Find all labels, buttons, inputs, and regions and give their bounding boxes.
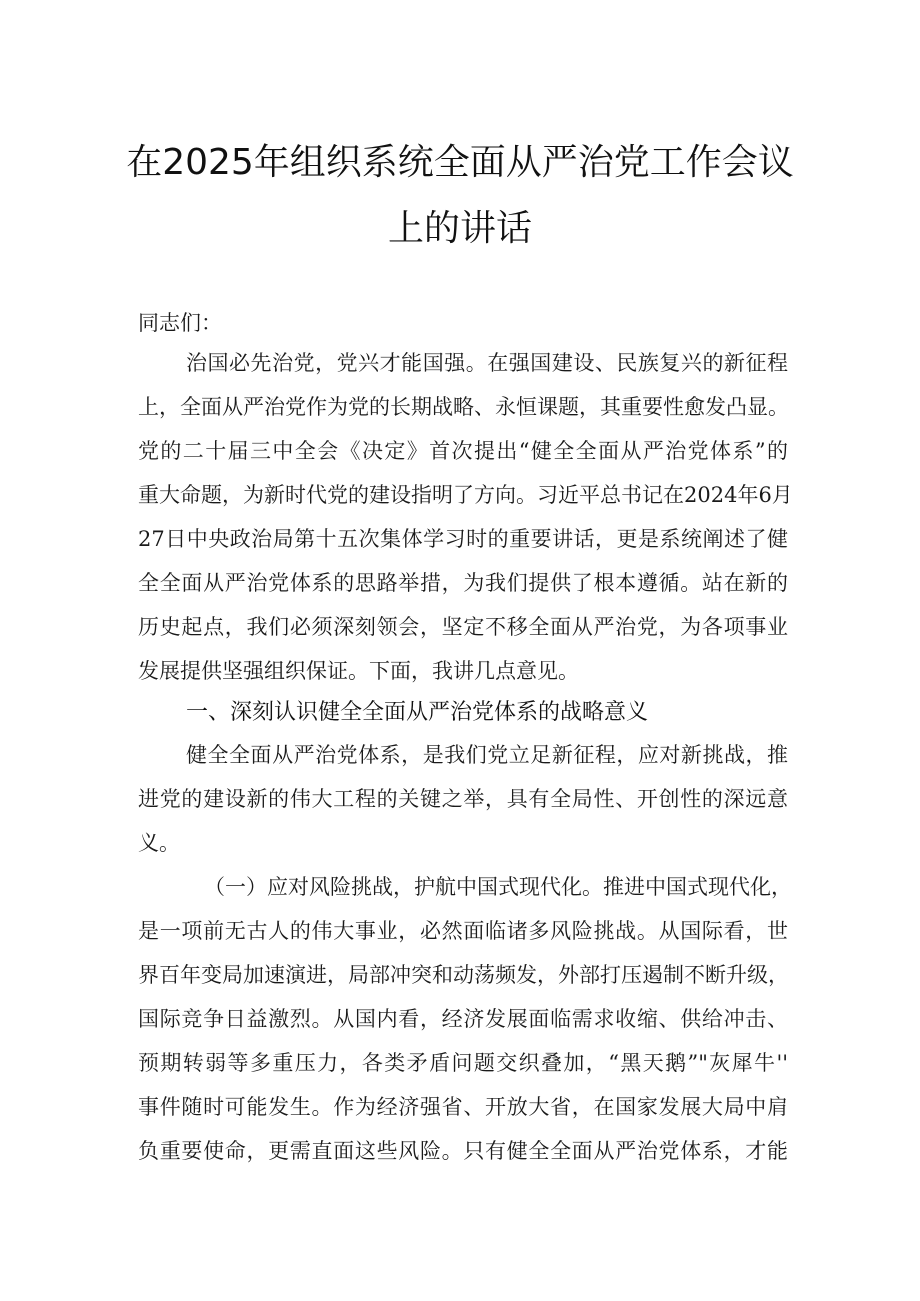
section-heading-1: 一、深刻认识健全全面从严治党体系的战略意义 — [186, 700, 649, 725]
paragraph-1-line: 全全面从严治党体系的思路举措，为我们提供了根本遵循。站在新的 — [138, 571, 788, 595]
salutation: 同志们： — [138, 311, 222, 335]
paragraph-2-line: 健全全面从严治党体系，是我们党立足新征程，应对新挑战，推 — [186, 743, 788, 767]
paragraph-1-line: 重大命题，为新时代党的建设指明了方向。习近平总书记在2024年6月 — [138, 483, 793, 507]
paragraph-3-line: 是一项前无古人的伟大事业，必然面临诸多风险挑战。从国际看，世 — [138, 919, 788, 943]
paragraph-1-line: 党的二十届三中全会《决定》首次提出“健全全面从严治党体系”的 — [138, 439, 788, 463]
paragraph-3-line: 预期转弱等多重压力，各类矛盾问题交织叠加，“黑天鹅”"灰犀牛'' — [138, 1051, 788, 1075]
paragraph-2-line: 义。 — [138, 831, 180, 855]
document-title-line-2: 上的讲话 — [387, 208, 532, 249]
paragraph-1-line: 发展提供坚强组织保证。下面，我讲几点意见。 — [138, 659, 579, 683]
paragraph-1-line: 上，全面从严治党作为党的长期战略、永恒课题，其重要性愈发凸显。 — [138, 395, 789, 419]
paragraph-3-line: （一）应对风险挑战，护航中国式现代化。推进中国式现代化， — [204, 875, 792, 899]
paragraph-1-line: 27日中央政治局第十五次集体学习时的重要讲话，更是系统阐述了健 — [138, 527, 788, 551]
paragraph-3-line: 国际竞争日益激烈。从国内看，经济发展面临需求收缩、供给冲击、 — [138, 1007, 788, 1031]
paragraph-3-line: 负重要使命，更需直面这些风险。只有健全全面从严治党体系，才能 — [138, 1139, 788, 1163]
paragraph-3-line: 事件随时可能发生。作为经济强省、开放大省，在国家发展大局中肩 — [138, 1095, 788, 1119]
paragraph-1-line: 治国必先治党，党兴才能国强。在强国建设、民族复兴的新征程 — [186, 351, 788, 375]
document-title-line-1: 在2025年组织系统全面从严治党工作会议 — [126, 142, 794, 183]
paragraph-2-line: 进党的建设新的伟大工程的关键之举，具有全局性、开创性的深远意 — [138, 787, 788, 811]
paragraph-1-line: 历史起点，我们必须深刻领会，坚定不移全面从严治党，为各项事业 — [138, 615, 788, 639]
paragraph-3-line: 界百年变局加速演进，局部冲突和动荡频发，外部打压遏制不断升级， — [138, 963, 789, 987]
